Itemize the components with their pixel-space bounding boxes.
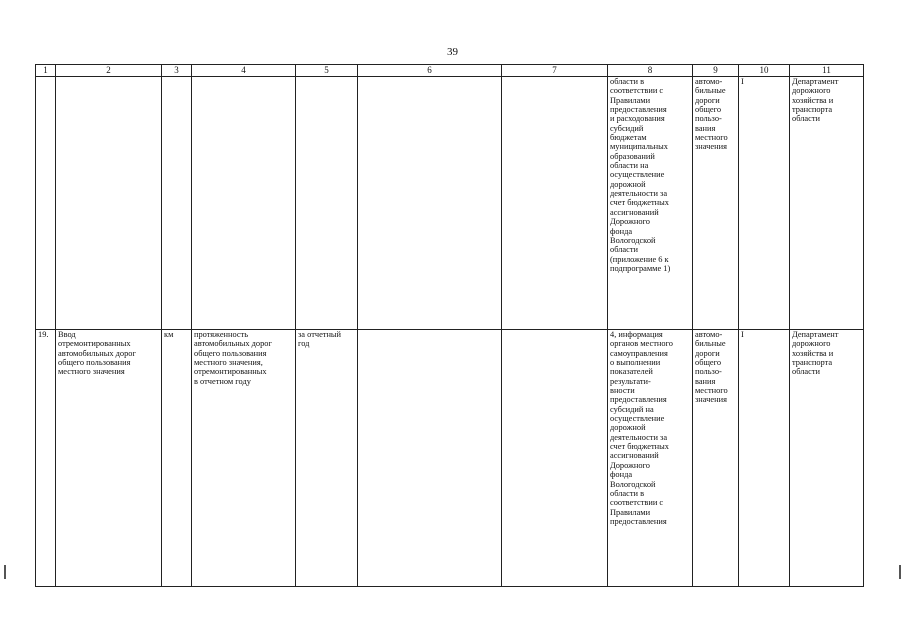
table-row xyxy=(36,330,864,587)
data-source-cell xyxy=(608,77,693,330)
cell-text: 4, информация органов местного самоуправления о выполнении показателей результати- вности предоставления субсидий на осуществление дорожной деятельности за счет бюджетных ассигнований Дорожного фонда Вологодской области в соответствии с Правилами предоставления xyxy=(610,330,673,526)
responsible-cell xyxy=(790,330,864,587)
column-header: 4 xyxy=(192,65,296,77)
page-number: 39 xyxy=(447,46,458,58)
method-cell xyxy=(739,77,790,330)
indicators-cell xyxy=(502,77,608,330)
period-cell xyxy=(296,77,358,330)
unit-cell xyxy=(162,330,192,587)
indicators-table xyxy=(35,64,864,587)
indicators-cell xyxy=(502,330,608,587)
cell-text: Ввод отремонтированных автомобильных дорог общего пользования местного значения xyxy=(58,330,136,377)
column-header: 10 xyxy=(739,65,790,77)
population-cell xyxy=(693,330,739,587)
row-number-cell xyxy=(36,330,56,587)
formula-cell xyxy=(358,77,502,330)
table-row xyxy=(36,77,864,330)
cell-text: I xyxy=(741,77,744,86)
definition-cell xyxy=(192,77,296,330)
period-cell xyxy=(296,330,358,587)
column-header: 11 xyxy=(790,65,864,77)
column-header: 9 xyxy=(693,65,739,77)
column-header: 3 xyxy=(162,65,192,77)
population-cell xyxy=(693,77,739,330)
cell-text: области в соответствии с Правилами предоставления и расходования субсидий бюджетам муниципальных образований области на осуществление дорожной деятельности за счет бюджетных ассигнований Дорожного фонда Вологодской области (приложение 6 к подпрограмме 1) xyxy=(610,77,671,273)
cell-text: Департамент дорожного хозяйства и транспорта области xyxy=(792,330,839,377)
data-source-cell xyxy=(608,330,693,587)
column-header: 7 xyxy=(502,65,608,77)
row-number-cell xyxy=(36,77,56,330)
cell-text: I xyxy=(741,330,744,339)
cell-text: 19. xyxy=(38,330,49,339)
column-header: 5 xyxy=(296,65,358,77)
cell-text: автомо- бильные дороги общего пользо- вания местного значения xyxy=(695,330,728,405)
column-header: 1 xyxy=(36,65,56,77)
cell-text: автомо- бильные дороги общего пользо- вания местного значения xyxy=(695,77,728,152)
responsible-cell xyxy=(790,77,864,330)
unit-cell xyxy=(162,77,192,330)
column-header: 8 xyxy=(608,65,693,77)
cell-text: за отчетный год xyxy=(298,330,342,349)
indicator-name-cell xyxy=(56,77,162,330)
column-header: 6 xyxy=(358,65,502,77)
method-cell xyxy=(739,330,790,587)
scan-edge-mark-right xyxy=(899,565,901,579)
formula-cell xyxy=(358,330,502,587)
scan-edge-mark-left xyxy=(4,565,6,579)
cell-text: Департамент дорожного хозяйства и транспорта области xyxy=(792,77,839,124)
column-header: 2 xyxy=(56,65,162,77)
cell-text: протяженность автомобильных дорог общего пользования местного значения, отремонтированных в отчетном году xyxy=(194,330,272,386)
indicator-name-cell xyxy=(56,330,162,587)
cell-text: км xyxy=(164,330,174,339)
definition-cell xyxy=(192,330,296,587)
column-number-row xyxy=(36,65,864,77)
